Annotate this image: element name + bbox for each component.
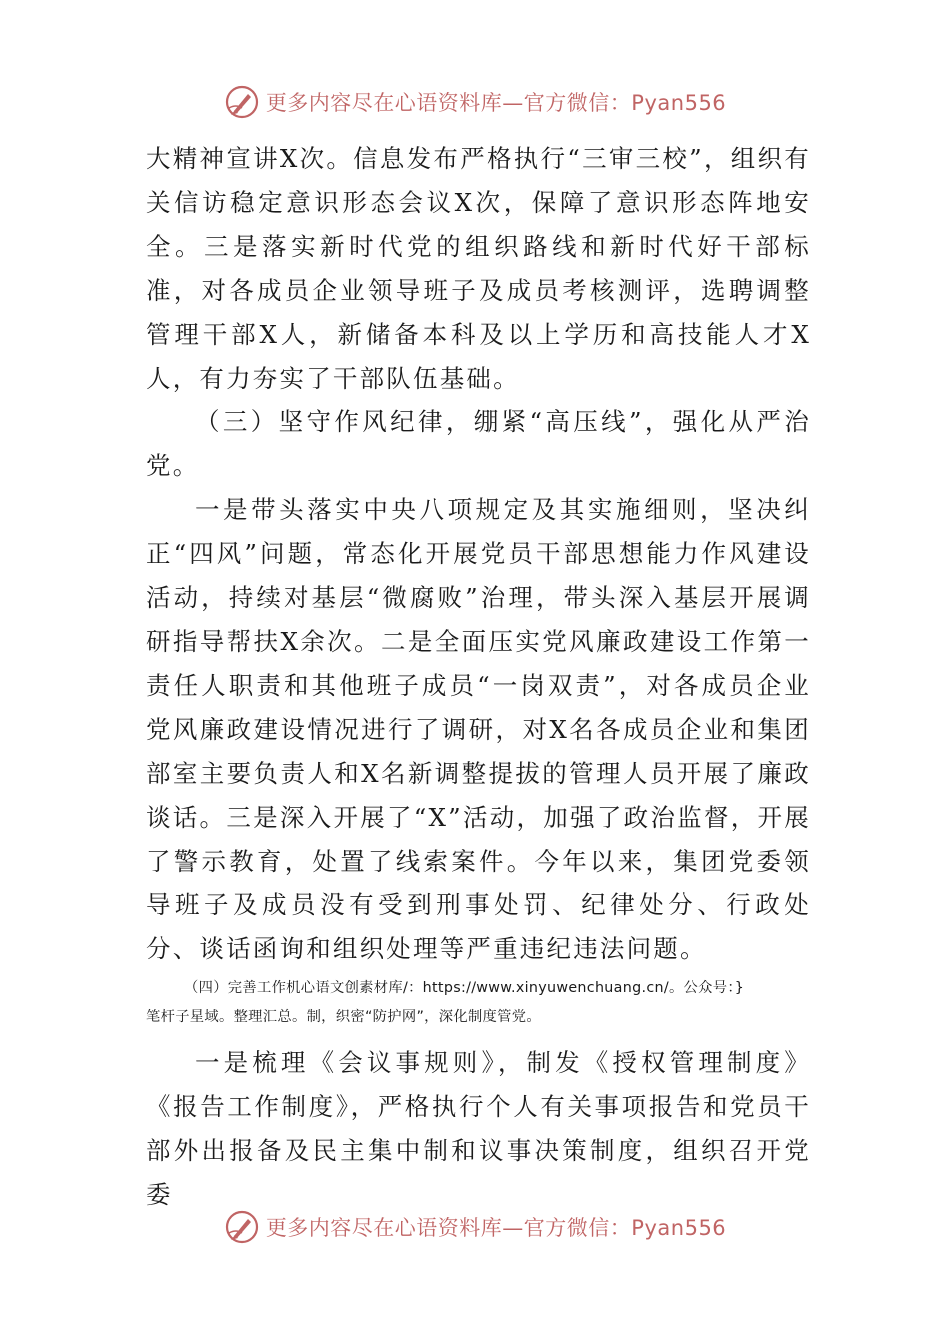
watermark-text: 更多内容尽在心语资料库—官方微信：Pyan556 [265, 91, 727, 115]
small-note-line-2: 笔杆子星域。整理汇总。制，织密“防护网”，深化制度管党。 [146, 1009, 541, 1026]
paragraph-section-three: 一是带头落实中央八项规定及其实施细则，坚决纠正“四风”问题，常态化开展党员干部思想能力作风建设活动，持续对基层“微腐败”治理，带头深入基层开展调研指导帮扶X余次。二是全面压实党风廉政建设工作第一责任人职责和其他班子成员“一岗双责”，对各成员企业党风廉政建设情况进行了调研，对X名各成员企业和集团部室主要负责人和X名新调整提拔的管理人员开展了廉政谈话。三是深入开展了“X”活动，加强了政治监督，开展了警示教育，处置了线索案件。今年以来，集团党委领导班子及成员没有受到刑事处罚、纪律处分、行政处分、谈话函询和组织处理等严重违纪违法问题。 [146, 495, 811, 964]
document-body [146, 137, 811, 1217]
paragraph-section-four: 一是梳理《会议事规则》，制发《授权管理制度》《报告工作制度》，严格执行个人有关事项报告和党员干部外出报备及民主集中制和议事决策制度，组织召开党委 [146, 1048, 811, 1209]
watermark-banner-top [0, 82, 950, 122]
pen-logo-icon [224, 1209, 260, 1245]
small-note [146, 971, 811, 1041]
watermark-text: 更多内容尽在心语资料库—官方微信：Pyan556 [265, 1216, 727, 1240]
paragraph-continued: 大精神宣讲X次。信息发布严格执行“三审三校”，组织有关信访稳定意识形态会议X次，保障了意识形态阵地安全。三是落实新时代党的组织路线和新时代好干部标准，对各成员企业领导班子及成员考核测评，选聘调整管理干部X人，新储备本科及以上学历和高技能人才X人，有力夯实了干部队伍基础。 [146, 144, 811, 393]
watermark-banner-bottom [0, 1207, 950, 1247]
section-heading-three: （三）坚守作风纪律，绷紧“高压线”，强化从严治党。 [146, 407, 811, 481]
small-note-line-1: （四）完善工作机心语文创素材库/：https://www.xinyuwenchuang.cn/。公众号：} [184, 980, 745, 997]
pen-logo-icon [224, 84, 260, 120]
